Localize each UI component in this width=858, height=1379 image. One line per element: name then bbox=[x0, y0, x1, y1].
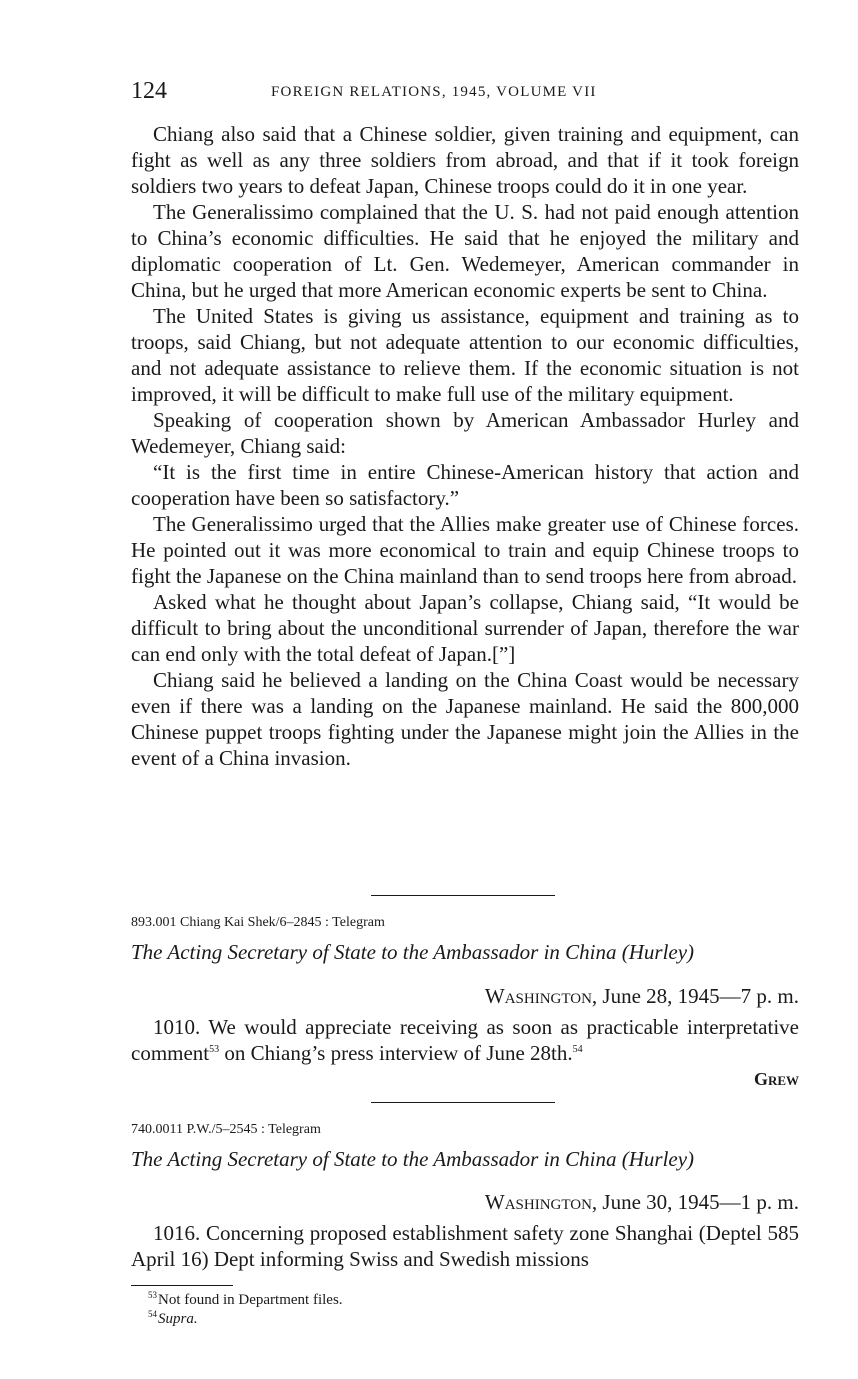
footnote-marker[interactable]: 53 bbox=[209, 1044, 220, 1055]
dateline-place: Washington bbox=[484, 1190, 592, 1214]
document-file-reference: 740.0011 P.W./5–2545 : Telegram bbox=[131, 1122, 321, 1137]
footnote-number: 54 bbox=[148, 1309, 157, 1319]
signature: Grew bbox=[753, 1069, 799, 1089]
footnote bbox=[148, 1292, 343, 1309]
footnote-marker[interactable]: 54 bbox=[572, 1044, 583, 1055]
body-paragraph: “It is the first time in entire Chinese-American history that action and cooperation have been so satisfactory.” bbox=[131, 460, 799, 510]
page-number: 124 bbox=[131, 78, 167, 104]
body-text bbox=[131, 121, 799, 771]
document-file-reference: 893.001 Chiang Kai Shek/6–2845 : Telegram bbox=[131, 915, 385, 930]
message-text: 1010. We would appreciate receiving as soon as practicable interpretative comment bbox=[131, 1015, 799, 1065]
footnote-divider bbox=[131, 1285, 233, 1286]
document-dateline bbox=[485, 1190, 799, 1215]
body-paragraph: Asked what he thought about Japan’s collapse, Chiang said, “It would be difficult to bring about the unconditional surrender of Japan, therefore the war can end only with the total defeat of Japan.[”] bbox=[131, 590, 799, 666]
body-paragraph: Chiang also said that a Chinese soldier, given training and equipment, can fight as well as any three soldiers from abroad, and that if it took foreign soldiers two years to defeat Japan, Chinese troops could do it in one year. bbox=[131, 122, 799, 198]
document-message bbox=[131, 1014, 799, 1066]
section-divider bbox=[371, 895, 555, 896]
message-text: on Chiang’s press interview of June 28th. bbox=[219, 1041, 573, 1065]
document-title: The Acting Secretary of State to the Ambassador in China (Hurley) bbox=[131, 1147, 695, 1171]
footnote-text: Not found in Department files. bbox=[158, 1292, 343, 1308]
body-paragraph: Chiang said he believed a landing on the China Coast would be necessary even if there was a landing on the Japanese mainland. He said the 800,000 Chinese puppet troops fighting under the Japanese might join the Allies in the event of a China invasion. bbox=[131, 668, 799, 770]
footnote-number: 53 bbox=[148, 1290, 157, 1300]
footnote-text: Supra. bbox=[158, 1311, 198, 1327]
body-paragraph: The United States is giving us assistance, equipment and training as to troops, said Chiang, but not adequate attention to our economic difficulties, and not adequate assistance to relieve them. If the economic situation is not improved, it will be difficult to make full use of the military equipment. bbox=[131, 304, 799, 406]
document-title: The Acting Secretary of State to the Ambassador in China (Hurley) bbox=[131, 940, 695, 964]
dateline-place: Washington bbox=[484, 984, 592, 1008]
footnote bbox=[148, 1311, 198, 1328]
dateline-date: , June 28, 1945—7 p. m. bbox=[591, 984, 799, 1008]
document-dateline bbox=[485, 984, 799, 1009]
message-paragraph bbox=[131, 1014, 799, 1066]
running-head bbox=[131, 78, 799, 108]
body-paragraph: The Generalissimo complained that the U. S. had not paid enough attention to China’s economic difficulties. He said that he enjoyed the military and diplomatic cooperation of Lt. Gen. Wedemeyer, American commander in China, but he urged that more American economic experts be sent to China. bbox=[131, 200, 799, 302]
running-title: FOREIGN RELATIONS, 1945, VOLUME VII bbox=[271, 84, 597, 100]
dateline-date: , June 30, 1945—1 p. m. bbox=[591, 1190, 799, 1214]
section-divider bbox=[371, 1102, 555, 1103]
document-message bbox=[131, 1220, 799, 1272]
body-paragraph: The Generalissimo urged that the Allies make greater use of Chinese forces. He pointed out it was more economical to train and equip Chinese troops to fight the Japanese on the China mainland than to send troops here from abroad. bbox=[131, 512, 799, 588]
body-paragraph: Speaking of cooperation shown by American Ambassador Hurley and Wedemeyer, Chiang said: bbox=[131, 408, 799, 458]
message-paragraph: 1016. Concerning proposed establishment safety zone Shanghai (Deptel 585 April 16) Dept informing Swiss and Swedish missions bbox=[131, 1221, 799, 1271]
